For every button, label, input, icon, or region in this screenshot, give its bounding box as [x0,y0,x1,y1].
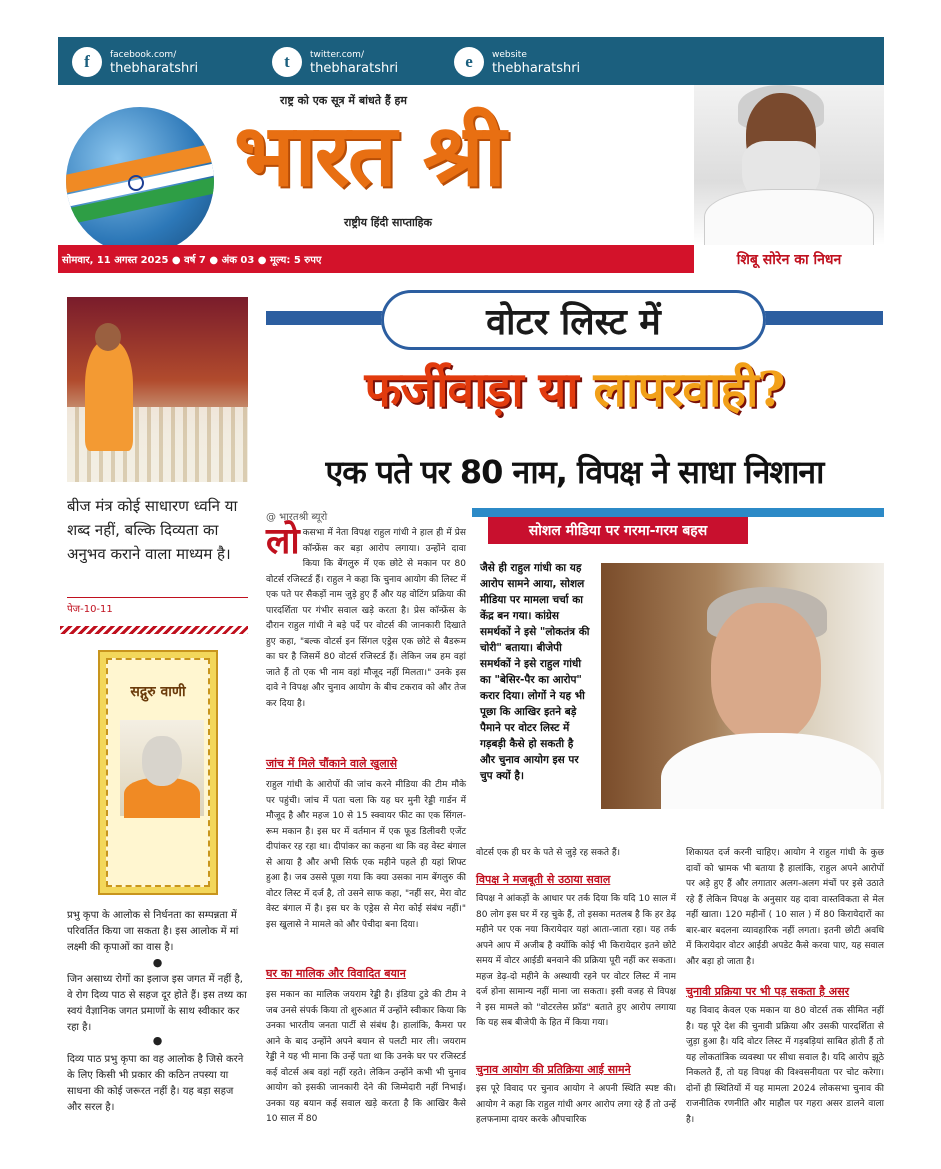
subhead-4: चुनाव आयोग की प्रतिक्रिया आई सामने [476,1063,631,1076]
bullet-2: ● [152,1034,163,1047]
byline: @ भारतश्री ब्यूरो [266,512,328,523]
headline-fraud: फर्जीवाड़ा या [364,362,578,418]
featured-quote: बीज मंत्र कोई साधारण ध्वनि या शब्द नहीं, बल्कि दिव्यता का अनुभव कराने वाला माध्यम है। [67,497,238,563]
side-news-headline[interactable]: शिबू सोरेन का निधन [694,245,884,273]
headline-line-1: वोटर लिस्ट में [381,290,766,350]
facebook-handle: thebharatshri [110,61,199,76]
facebook-icon: f [72,47,102,77]
blessing-1: प्रभु कृपा के आलोक से निर्धनता का सम्पन्नता में परिवर्तित किया जा सकता है। इस आलोक में मां लक्ष्मी की कृपाओं का वास है। [67,910,239,953]
twitter-handle: thebharatshri [310,61,399,76]
brand-panel [58,85,884,273]
social-media-heading: सोशल मीडिया पर गरमा-गरम बहस [488,517,748,544]
headline-line-2 [266,358,883,422]
subhead-5: चुनावी प्रक्रिया पर भी पड़ सकता है असर [686,985,850,998]
facebook-label: facebook.com/ [110,50,177,60]
bullet-1: ● [152,956,163,969]
divider [60,626,248,634]
website-handle: thebharatshri [492,61,581,76]
subhead-3: विपक्ष ने मजबूती से उठाया सवाल [476,873,611,886]
twitter-label: twitter.com/ [310,50,364,60]
headline-negligence: लापरवाही? [593,362,785,418]
blessing-2: जिन असाध्य रोगों का इलाज इस जगत में नहीं है, वे रोग दिव्य पाठ से सहज दूर होते हैं। इस तथ्य का स्वयं वैज्ञानिक जगत प्रमाणों के साथ स्वीकार कर रहा है। [67,974,247,1033]
para-4: वोटर्स एक ही घर के पते से जुड़े रह सकते हैं। [476,848,621,858]
para-1: कसभा में नेता विपक्ष राहुल गांधी ने हाल ही में प्रेस कॉन्फ्रेंस कर बड़ा आरोप लगाया। उन्होंने दावा किया कि बेंगलुरु में एक छोटे से मकान पर 80 वोटर्स रजिस्टर्ड हैं। राहुल ने कहा कि चुनाव आयोग की लिस्ट में एक पते पर सैकड़ों नाम जुड़े हुए हैं और यह वोटिंग प्रक्रिया की पारदर्शिता पर गंभीर सवाल खड़े करता है। प्रेस कॉन्फ्रेंस के दौरान राहुल गांधी ने बड़े पर्दे पर वोटर्स की जानकारी दिखाते हुए कहा, "बल्क वोटर्स इन सिंगल एड्रेस एक छोटे से बैडरूम का घर है जिसमें 80 वोटर्स रजिस्टर्ड हैं। लेकिन जब हम वहां जाते हैं तो एक भी नाम वहां मौजूद नहीं मिलता।" उनके इस दावे ने विपक्ष और चुनाव आयोग के बीच टकराव को और तेज कर दिया है। [266,528,466,709]
blue-divider [472,508,884,517]
twitter-icon: t [272,47,302,77]
para-7: शिकायत दर्ज करनी चाहिए। आयोग ने राहुल गांधी के कुछ दावों को भ्रामक भी बताया है हालांकि, राहुल अपने आरोपों पर अड़े हुए हैं और लगातार अलग-अलग मंचों पर इसे उठाते रहे हैं लेकिन विपक्ष के अनुसार यह दावा वास्तविकता से मेल नहीं खाता। 120 महीनों ( 10 साल ) में 80 किरायेदारों का बार-बार बदलना व्यावहारिक नहीं लगता। इतनी छोटी अवधि में किरायेदार वोटर आईडी अपडेट कैसे करवा पाए, यह सवाल और बड़ा हो जाता है। [686,848,884,967]
para-8: यह विवाद केवल एक मकान या 80 वोटर्स तक सीमित नहीं है। यह पूरे देश की चुनावी प्रक्रिया और उसकी पारदर्शिता से जुड़ा हुआ है। यदि वोटर लिस्ट में गड़बड़ियां साबित होती हैं तो यह लोकतांत्रिक व्यवस्था पर सीधा सवाल है। यदि आरोप झूठे निकलते हैं, तो यह विपक्ष की विश्वसनीयता पर चोट करेगा। दोनों ही स्थितियों में यह मामला 2024 लोकसभा चुनाव की राजनीतिक रणनीति और माहौल पर गहरा असर डालने वाला है। [686,1006,884,1125]
sadguru-vani-box [98,650,218,895]
sadguru-vani-title: सद्गुरु वाणी [130,684,186,700]
twitter-link[interactable] [272,45,398,79]
shibu-soren-portrait [694,85,884,245]
website-label: website [492,50,527,60]
para-5: विपक्ष ने आंकड़ों के आधार पर तर्क दिया कि यदि 10 साल में 80 लोग इस घर में रह चुके हैं, तो इसका मतलब है कि हर डेढ़ महीने पर एक नया किरायेदार यहां आता-जाता रहा। यह तर्क अपने आप में अजीब है क्योंकि कोई भी किरायेदार इतने छोटे समय में वोटर आईडी बनवाने की प्रक्रिया पूरी नहीं कर सकता। महज डेढ़-दो महीने के अस्थायी रहने पर वोटर लिस्ट में नाम दर्ज होना सामान्य नहीं माना जा सकता। इसी वजह से विपक्ष ने इस मामले को "वोटरलेस फ्रॉड" बताते हुए आरोप लगाया कि यह सब बीजेपी के हित में किया गया। [476,894,676,1028]
sadguru-photo [120,720,204,816]
rahul-gandhi-photo [601,563,884,809]
para-6: इस पूरे विवाद पर चुनाव आयोग ने अपनी स्थिति स्पष्ट की। आयोग ने कहा कि राहुल गांधी अगर आरोप लगा रहे हैं तो उन्हें हलफनामा दायर करके औपचारिक [476,1084,676,1125]
website-icon: e [454,47,484,77]
page-reference[interactable]: पेज-10-11 [67,597,248,615]
dateline: सोमवार, 11 अगस्त 2025 ● वर्ष 7 ● अंक 03 ● मूल्य: 5 रुपए [58,245,884,273]
drop-cap: लो [266,521,300,562]
headline-line-3: एक पते पर 80 नाम, विपक्ष ने साधा निशाना [325,453,824,491]
facebook-link[interactable] [72,45,198,79]
speaker-photo [67,297,248,482]
globe-logo-icon [66,107,214,255]
subhead-1: जांच में मिले चौंकाने वाले खुलासे [266,757,398,770]
website-link[interactable] [454,45,580,79]
blessing-3: दिव्य पाठ प्रभु कृपा का वह आलोक है जिसे करने के लिए किसी भी प्रकार की कठिन तपस्या या साधना की कोई जरूरत नहीं है। यह बड़ा सहज और सरल है। [67,1054,244,1113]
brand-subtitle: राष्ट्रीय हिंदी साप्ताहिक [344,216,432,229]
tagline: राष्ट्र को एक सूत्र में बांधते हैं हम [280,94,407,107]
social-media-text: जैसे ही राहुल गांधी का यह आरोप सामने आया, सोशल मीडिया पर मामला चर्चा का केंद्र बन गया। कांग्रेस समर्थकों ने इसे "लोकतंत्र की चोरी" बताया। बीजेपी समर्थकों ने इसे राहुल गांधी का "बेसिर-पैर का आरोप" करार दिया। लोगों ने यह भी पूछा कि आखिर इतने बड़े पैमाने पर वोटर लिस्ट में गड़बड़ी कैसे हो सकती है और चुनाव आयोग इस पर चुप क्यों है। [480,562,590,782]
article-col-1 [266,521,466,712]
subhead-2: घर का मालिक और विवादित बयान [266,967,406,980]
para-3: इस मकान का मालिक जयराम रेड्डी है। इंडिया टुडे की टीम ने जब उनसे संपर्क किया तो शुरुआत में उन्होंने स्वीकार किया कि उनका भारतीय जनता पार्टी से संबंध है। हालांकि, कैमरा पर आने के बाद उन्होंने अपने बयान से पलटी मार ली। जयराम रेड्डी ने यह भी माना कि उन्हें पता था कि उनके घर पर रजिस्टर्ड कई वोटर्स अब वहां नहीं रहते। लेकिन उन्होंने कभी भी चुनाव आयोग को इसकी जानकारी देने की जिम्मेदारी नहीं निभाई। उनका यह बयान कई सवाल खड़े करता है कि आखिर कैसे 10 साल में 80 [266,990,466,1124]
para-2: राहुल गांधी के आरोपों की जांच करने मीडिया की टीम मौके पर पहुंची। जांच में पता चला कि यह घर मुनी रेड्डी गार्डन में मौजूद है और महज 10 से 15 स्क्वायर फीट का एक सिंगल-रूम मकान है। इस घर में वर्तमान में एक फूड डिलीवरी एजेंट दीपांकर रह रहा था। दीपांकर का कहना था कि वह वेस्ट बंगाल से आया है और अभी सिर्फ एक महीने पहले ही यहां शिफ्ट हुआ है। जब उससे पूछा गया कि क्या उसका नाम बेंगलुरु की वोटर लिस्ट में दर्ज है, तो उसने साफ कहा, "नहीं सर, मेरा वोट वेस्ट बंगाल में है। इस घर के एड्रेस से मेरा कोई संबंध नहीं।" इस खुलासे ने मामले को और पेचीदा बना दिया। [266,780,466,930]
brand-title: भारत श्री [234,105,505,206]
masthead [58,37,884,273]
